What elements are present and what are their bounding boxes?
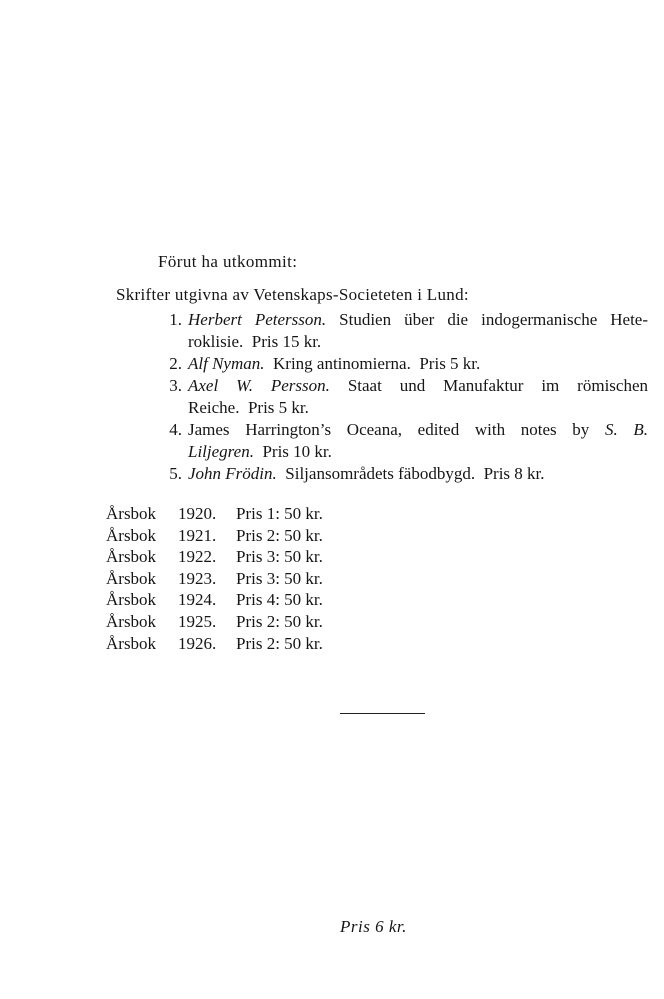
yearbook-price: Pris 2: 50 kr.	[236, 525, 323, 545]
item-author: Axel W. Persson.	[188, 376, 330, 395]
item-number: 1.	[169, 310, 182, 329]
yearbook-row	[106, 546, 323, 568]
yearbook-price: Pris 2: 50 kr.	[236, 633, 323, 653]
item-editor: Liljegren.	[188, 442, 254, 461]
yearbook-word: Årsbok	[106, 525, 157, 545]
item-number: 2.	[169, 354, 182, 373]
yearbook-year: 1924.	[178, 590, 217, 610]
item-title: Siljansområdets fäbodbygd. Pris 8 kr.	[285, 464, 545, 483]
yearbook-word: Årsbok	[106, 633, 157, 653]
publication-item-5	[169, 463, 648, 485]
yearbook-list	[106, 503, 323, 654]
section-heading: Förut ha utkommit:	[158, 252, 298, 271]
yearbook-price: Pris 4: 50 kr.	[236, 590, 323, 610]
series-intro: Skrifter utgivna av Vetenskaps-Societeten i Lund:	[116, 285, 469, 304]
item-title: Staat und Manufaktur im römischen	[347, 376, 648, 395]
publication-item-1	[169, 309, 648, 353]
item-number: 5.	[169, 464, 182, 483]
item-author: Alf Nyman.	[188, 354, 265, 373]
item-title: Studien über die indogermanische Hete-	[339, 310, 648, 329]
yearbook-word: Årsbok	[106, 504, 157, 523]
yearbook-row	[106, 611, 323, 633]
item-line: roklisie. Pris 15 kr.	[188, 332, 322, 351]
item-line	[188, 309, 648, 331]
item-number: 4.	[169, 420, 182, 439]
yearbook-year: 1926.	[178, 633, 217, 653]
item-line	[188, 375, 648, 397]
publication-item-4	[169, 419, 649, 463]
divider-rule	[340, 713, 425, 714]
item-price: Pris 10 kr.	[262, 442, 332, 461]
yearbook-row	[106, 633, 323, 655]
item-author: John Frödin.	[188, 464, 277, 483]
yearbook-price: Pris 3: 50 kr.	[236, 547, 323, 567]
editor-initials: S. B.	[604, 420, 649, 439]
yearbook-year: 1921.	[178, 525, 217, 545]
yearbook-year: 1920.	[178, 504, 217, 523]
yearbook-price: Pris 2: 50 kr.	[236, 611, 323, 631]
item-author: Herbert Petersson.	[188, 310, 327, 329]
publication-item-2	[169, 353, 648, 375]
yearbook-row	[106, 589, 323, 611]
yearbook-price: Pris 1: 50 kr.	[236, 504, 323, 523]
item-title: James Harrington’s Oceana, edited with notes by	[188, 420, 590, 439]
item-line	[188, 463, 648, 485]
yearbook-price: Pris 3: 50 kr.	[236, 568, 323, 588]
yearbook-year: 1923.	[178, 568, 217, 588]
publication-item-3	[169, 375, 648, 419]
item-line	[188, 441, 648, 463]
yearbook-year: 1925.	[178, 611, 217, 631]
yearbook-year: 1922.	[178, 547, 217, 567]
yearbook-word: Årsbok	[106, 590, 157, 610]
yearbook-word: Årsbok	[106, 568, 157, 588]
item-line	[188, 353, 648, 375]
yearbook-word: Årsbok	[106, 611, 157, 631]
item-line: Reiche. Pris 5 kr.	[188, 398, 309, 417]
yearbook-row	[106, 503, 323, 525]
item-line	[188, 419, 648, 441]
booklet-price: Pris 6 kr.	[340, 917, 407, 936]
yearbook-row	[106, 525, 323, 547]
yearbook-row	[106, 568, 323, 590]
yearbook-word: Årsbok	[106, 547, 157, 567]
item-number: 3.	[169, 376, 182, 395]
item-title: Kring antinomierna. Pris 5 kr.	[273, 354, 481, 373]
